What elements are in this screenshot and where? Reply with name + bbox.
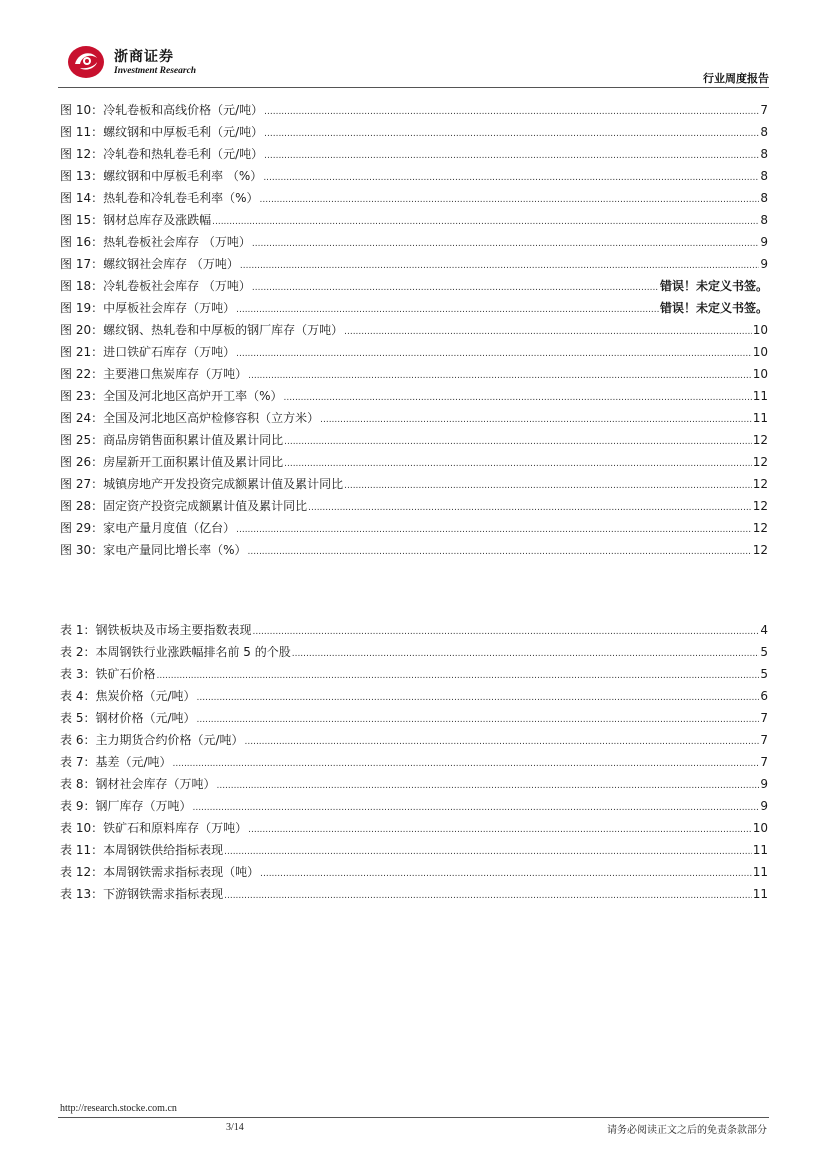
entry-number: 图 28：	[60, 499, 104, 513]
figure-toc-entry[interactable]	[60, 275, 768, 297]
figure-toc-entry[interactable]	[60, 297, 768, 319]
figure-toc-entry[interactable]	[60, 319, 768, 341]
entry-title: 房屋新开工面积累计值及累计同比	[103, 455, 284, 469]
entry-title: 全国及河北地区高炉检修容积（立方米）	[103, 411, 320, 425]
dot-leader	[245, 731, 760, 753]
entry-number: 图 25：	[60, 433, 104, 447]
table-toc-entry[interactable]	[60, 861, 768, 883]
table-toc-entry[interactable]	[60, 751, 768, 773]
entry-number: 图 23：	[60, 389, 104, 403]
entry-title: 铁矿石价格	[95, 667, 156, 681]
report-type: 行业周度报告	[703, 72, 769, 85]
entry-number: 图 11：	[60, 125, 104, 139]
dot-leader	[344, 321, 752, 343]
entry-page: 12	[752, 499, 768, 513]
figure-toc-entry[interactable]	[60, 495, 768, 517]
figure-toc-entry[interactable]	[60, 187, 768, 209]
entry-number: 图 15：	[60, 213, 104, 227]
entry-title: 本周钢铁行业涨跌幅排名前 5 的个股	[95, 645, 291, 659]
figure-toc-entry[interactable]	[60, 121, 768, 143]
entry-title: 钢铁板块及市场主要指数表现	[95, 623, 252, 637]
entry-number: 图 17：	[60, 257, 104, 271]
entry-page: 12	[752, 543, 768, 557]
table-toc-entry[interactable]	[60, 641, 768, 663]
dot-leader	[192, 797, 759, 819]
table-toc-entry[interactable]	[60, 773, 768, 795]
page-number: 3/14	[226, 1122, 244, 1133]
entry-page: 10	[752, 367, 768, 381]
entry-page: 12	[752, 433, 768, 447]
entry-page: 5	[760, 645, 768, 659]
entry-number: 图 26：	[60, 455, 104, 469]
dot-leader	[284, 431, 752, 453]
entry-page: 11	[752, 865, 768, 879]
table-toc-entry[interactable]	[60, 795, 768, 817]
header-divider	[58, 87, 769, 88]
figure-toc-entry[interactable]	[60, 473, 768, 495]
entry-number: 表 12：	[60, 865, 104, 879]
entry-title: 冷轧卷板和高线价格（元/吨）	[103, 103, 264, 117]
entry-page: 9	[760, 799, 768, 813]
figure-toc-entry[interactable]	[60, 363, 768, 385]
dot-leader	[264, 123, 759, 145]
entry-title: 主要港口焦炭库存（万吨）	[103, 367, 248, 381]
figure-toc-entry[interactable]	[60, 99, 768, 121]
entry-title: 基差（元/吨）	[95, 755, 172, 769]
entry-number: 表 3：	[60, 667, 96, 681]
entry-number: 表 1：	[60, 623, 96, 637]
figure-toc-entry[interactable]	[60, 407, 768, 429]
dot-leader	[260, 863, 752, 885]
dot-leader	[308, 497, 752, 519]
dot-leader	[264, 145, 759, 167]
entry-number: 表 6：	[60, 733, 96, 747]
figure-toc-entry[interactable]	[60, 143, 768, 165]
entry-title: 铁矿石和原料库存（万吨）	[103, 821, 248, 835]
dot-leader	[284, 453, 752, 475]
entry-page: 8	[760, 147, 768, 161]
entry-page: 5	[760, 667, 768, 681]
entry-number: 表 13：	[60, 887, 104, 901]
entry-title: 城镇房地产开发投资完成额累计值及累计同比	[103, 477, 344, 491]
dot-leader	[224, 841, 752, 863]
entry-title: 中厚板社会库存（万吨）	[103, 301, 236, 315]
table-toc-entry[interactable]	[60, 707, 768, 729]
entry-page: 6	[760, 689, 768, 703]
dot-leader	[248, 365, 752, 387]
entry-title: 螺纹钢和中厚板毛利（元/吨）	[103, 125, 264, 139]
entry-page: 7	[760, 103, 768, 117]
entry-title: 商品房销售面积累计值及累计同比	[103, 433, 284, 447]
entry-page: 7	[760, 733, 768, 747]
figure-toc-entry[interactable]	[60, 253, 768, 275]
entry-number: 图 29：	[60, 521, 104, 535]
entry-number: 表 5：	[60, 711, 96, 725]
dot-leader	[240, 255, 759, 277]
figure-toc-entry[interactable]	[60, 165, 768, 187]
dot-leader	[248, 541, 752, 563]
dot-leader	[156, 665, 759, 687]
table-list	[60, 619, 768, 905]
entry-number: 表 9：	[60, 799, 96, 813]
entry-title: 钢材价格（元/吨）	[95, 711, 196, 725]
entry-title: 钢材社会库存（万吨）	[95, 777, 216, 791]
dot-leader	[284, 387, 752, 409]
entry-number: 图 21：	[60, 345, 104, 359]
entry-page: 8	[760, 213, 768, 227]
dot-leader	[216, 775, 759, 797]
entry-number: 表 8：	[60, 777, 96, 791]
dot-leader	[248, 819, 752, 841]
entry-page: 4	[760, 623, 768, 637]
figure-list	[60, 99, 768, 561]
disclaimer-note: 请务必阅读正文之后的免责条款部分	[607, 1125, 767, 1136]
entry-page: 11	[752, 887, 768, 901]
entry-number: 图 24：	[60, 411, 104, 425]
entry-title: 全国及河北地区高炉开工率（%）	[103, 389, 283, 403]
entry-title: 螺纹钢、热轧卷和中厚板的钢厂库存（万吨）	[103, 323, 344, 337]
entry-title: 冷轧卷和热轧卷毛利（元/吨）	[103, 147, 264, 161]
entry-page: 错误！未定义书签。	[659, 301, 768, 315]
entry-page: 11	[752, 411, 768, 425]
entry-number: 图 20：	[60, 323, 104, 337]
dot-leader	[236, 299, 659, 321]
entry-title: 进口铁矿石库存（万吨）	[103, 345, 236, 359]
table-toc-entry[interactable]	[60, 839, 768, 861]
entry-title: 螺纹钢和中厚板毛利率 （%）	[103, 169, 263, 183]
entry-page: 12	[752, 455, 768, 469]
table-toc-entry[interactable]	[60, 817, 768, 839]
entry-page: 7	[760, 755, 768, 769]
entry-title: 本周钢铁需求指标表现（吨）	[103, 865, 260, 879]
entry-number: 表 11：	[60, 843, 104, 857]
table-toc-entry[interactable]	[60, 663, 768, 685]
figure-toc-entry[interactable]	[60, 231, 768, 253]
entry-title: 固定资产投资完成额累计值及累计同比	[103, 499, 308, 513]
dot-leader	[263, 167, 759, 189]
dot-leader	[252, 277, 659, 299]
footer-divider	[58, 1117, 769, 1118]
dot-leader	[252, 233, 759, 255]
table-toc-entry[interactable]	[60, 729, 768, 751]
entry-title: 螺纹钢社会库存 （万吨）	[103, 257, 239, 271]
figure-toc-entry[interactable]	[60, 209, 768, 231]
entry-title: 钢材总库存及涨跌幅	[103, 213, 212, 227]
dot-leader	[252, 621, 759, 643]
dot-leader	[264, 101, 759, 123]
dot-leader	[344, 475, 752, 497]
dot-leader	[292, 643, 760, 665]
entry-title: 家电产量同比增长率（%）	[103, 543, 247, 557]
dot-leader	[173, 753, 760, 775]
brand-name-en: Investment Research	[114, 66, 197, 76]
dot-leader	[320, 409, 752, 431]
figure-toc-entry[interactable]	[60, 517, 768, 539]
figure-toc-entry[interactable]	[60, 451, 768, 473]
entry-page: 12	[752, 477, 768, 491]
entry-title: 家电产量月度值（亿台）	[103, 521, 236, 535]
entry-page: 9	[760, 235, 768, 249]
figure-toc-entry[interactable]	[60, 429, 768, 451]
entry-title: 热轧卷和冷轧卷毛利率（%）	[103, 191, 259, 205]
figure-toc-entry[interactable]	[60, 539, 768, 561]
brand-name-cn: 浙商证券	[114, 49, 174, 65]
entry-number: 表 2：	[60, 645, 96, 659]
zheshang-logo-icon	[66, 42, 106, 80]
footer-url[interactable]: http://research.stocke.com.cn	[60, 1103, 177, 1114]
entry-page: 7	[760, 711, 768, 725]
entry-number: 图 22：	[60, 367, 104, 381]
entry-number: 图 16：	[60, 235, 104, 249]
entry-page: 8	[760, 191, 768, 205]
entry-number: 图 10：	[60, 103, 104, 117]
dot-leader	[236, 343, 752, 365]
table-toc-entry[interactable]	[60, 883, 768, 905]
entry-page: 错误！未定义书签。	[659, 279, 768, 293]
entry-page: 9	[760, 777, 768, 791]
entry-number: 图 13：	[60, 169, 104, 183]
dot-leader	[212, 211, 759, 233]
entry-number: 图 12：	[60, 147, 104, 161]
table-toc-entry[interactable]	[60, 619, 768, 641]
entry-title: 主力期货合约价格（元/吨）	[95, 733, 244, 747]
entry-title: 钢厂库存（万吨）	[95, 799, 192, 813]
table-toc-entry[interactable]	[60, 685, 768, 707]
entry-page: 10	[752, 345, 768, 359]
entry-title: 焦炭价格（元/吨）	[95, 689, 196, 703]
entry-page: 10	[752, 323, 768, 337]
entry-title: 下游钢铁需求指标表现	[103, 887, 224, 901]
entry-number: 图 18：	[60, 279, 104, 293]
entry-number: 图 30：	[60, 543, 104, 557]
entry-title: 热轧卷板社会库存 （万吨）	[103, 235, 251, 249]
entry-number: 表 4：	[60, 689, 96, 703]
entry-number: 表 10：	[60, 821, 104, 835]
entry-page: 11	[752, 843, 768, 857]
entry-page: 9	[760, 257, 768, 271]
entry-page: 8	[760, 125, 768, 139]
entry-title: 冷轧卷板社会库存 （万吨）	[103, 279, 251, 293]
entry-page: 8	[760, 169, 768, 183]
entry-number: 表 7：	[60, 755, 96, 769]
entry-number: 图 19：	[60, 301, 104, 315]
dot-leader	[260, 189, 760, 211]
page-header	[0, 0, 827, 90]
entry-number: 图 14：	[60, 191, 104, 205]
entry-page: 12	[752, 521, 768, 535]
entry-number: 图 27：	[60, 477, 104, 491]
figure-toc-entry[interactable]	[60, 341, 768, 363]
dot-leader	[236, 519, 752, 541]
dot-leader	[197, 709, 760, 731]
dot-leader	[224, 885, 752, 907]
entry-page: 11	[752, 389, 768, 403]
figure-toc-entry[interactable]	[60, 385, 768, 407]
entry-page: 10	[752, 821, 768, 835]
dot-leader	[197, 687, 760, 709]
entry-title: 本周钢铁供给指标表现	[103, 843, 224, 857]
